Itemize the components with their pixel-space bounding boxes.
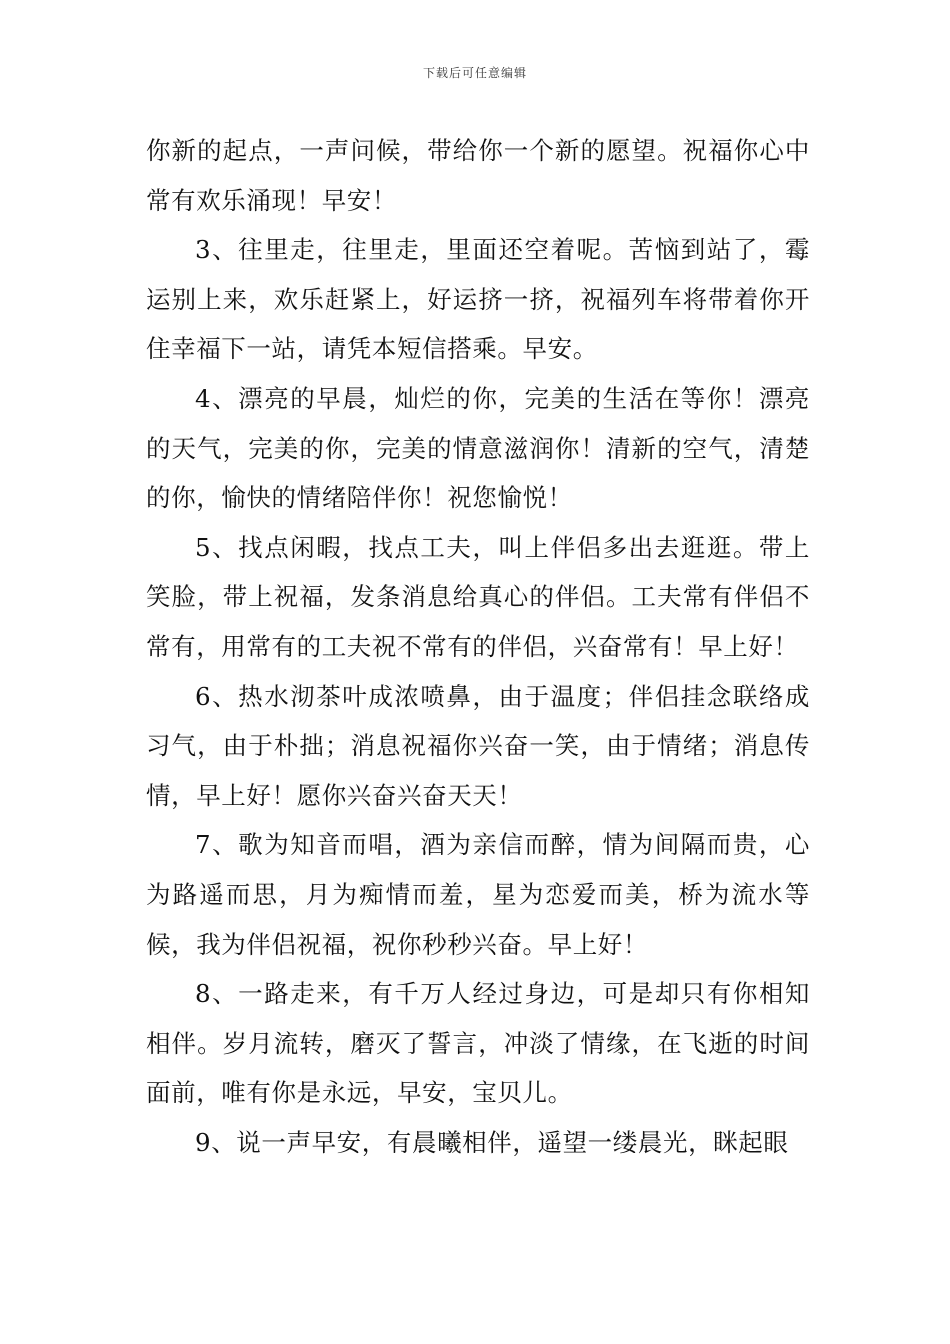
paragraph-item-6: 6、热水沏茶叶成浓喷鼻，由于温度；伴侣挂念联络成习气，由于朴拙；消息祝福你兴奋一笑，由于情绪；消息传情，早上好！愿你兴奋兴奋天天！ (146, 681, 810, 810)
paragraph-item-4: 4、漂亮的早晨，灿烂的你，完美的生活在等你！漂亮的天气，完美的你，完美的情意滋润你！清新的空气，清楚的你，愉快的情绪陪伴你！祝您愉悦！ (146, 383, 810, 513)
paragraph-item-5: 5、找点闲暇，找点工夫，叫上伴侣多出去逛逛。带上笑脸，带上祝福，发条消息给真心的伴侣。工夫常有伴侣不常有，用常有的工夫祝不常有的伴侣，兴奋常有！早上好！ (146, 532, 810, 661)
paragraph-item-3: 3、往里走，往里走，里面还空着呢。苦恼到站了，霉运别上来，欢乐赶紧上，好运挤一挤，祝福列车将带着你开住幸福下一站，请凭本短信搭乘。早安。 (146, 235, 810, 364)
paragraph-item-9: 9、说一声早安，有晨曦相伴，遥望一缕晨光，眯起眼 (195, 1127, 789, 1157)
body-text (146, 126, 810, 1167)
paragraph-item-7: 7、歌为知音而唱，酒为亲信而醉，情为间隔而贵，心为路遥而思，月为痴情而羞，星为恋爱而美，桥为流水等候，我为伴侣祝福，祝你秒秒兴奋。早上好！ (146, 830, 810, 959)
paragraph-continued: 你新的起点，一声问候，带给你一个新的愿望。祝福你心中常有欢乐涌现！早安！ (146, 136, 810, 215)
header-note: 下载后可任意编辑 (422, 66, 527, 80)
paragraph-item-8: 8、一路走来，有千万人经过身边，可是却只有你相知相伴。岁月流转，磨灭了誓言，冲淡了情缘，在飞逝的时间面前，唯有你是永远，早安，宝贝儿。 (146, 979, 810, 1108)
